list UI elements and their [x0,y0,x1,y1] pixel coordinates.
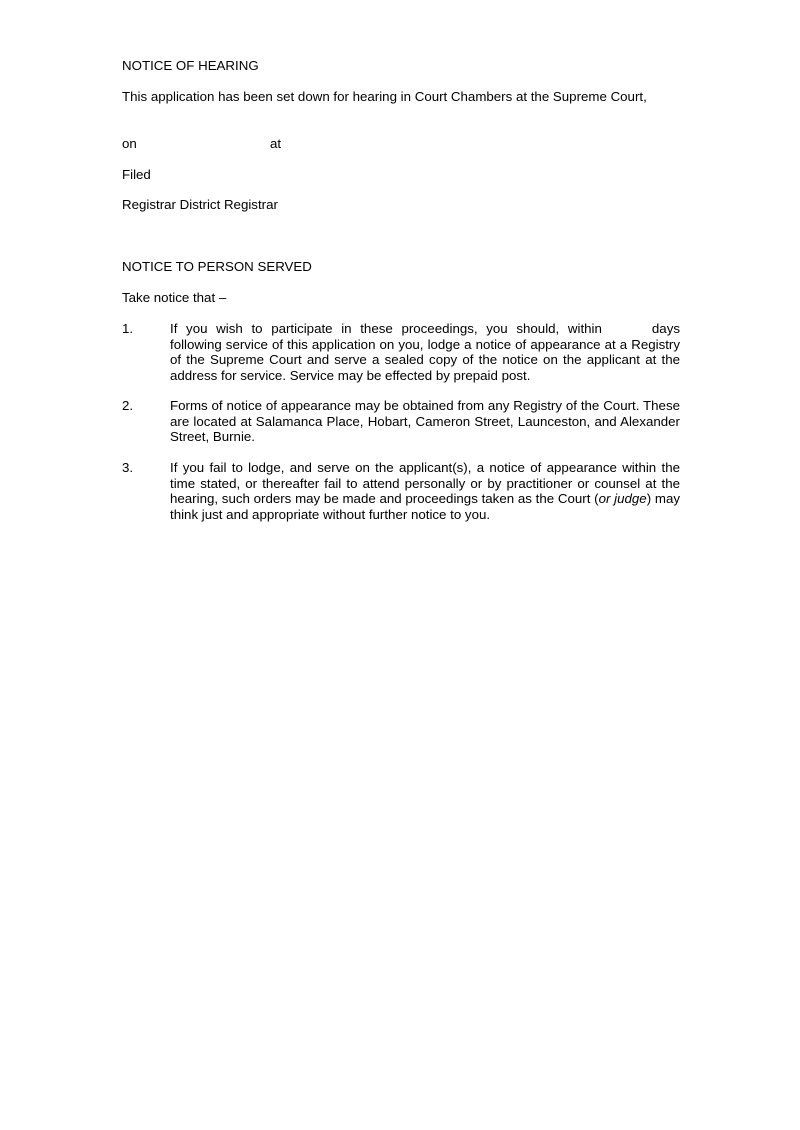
item-3-text [170,460,680,522]
on-label: on [122,136,137,151]
take-notice-text: Take notice that – [122,290,227,305]
item-3-text-start: If you fail to lodge, and serve on the applicant(s), a notice of appearance within the time stated, or thereafter fail to attend personally or by practitioner or counsel at the hearing, such orders may be made and proceedings taken as the Court ( [170,460,680,506]
hearing-date-line [122,136,282,152]
item-3-italic: or judge [598,491,647,506]
item-3-text-end: ) may think just and appropriate without further notice to you. [170,491,680,522]
item-2-text: Forms of notice of appearance may be obtained from any Registry of the Court. These are located at Salamanca Place, Hobart, Cameron Street, Launceston, and Alexander Street, Burnie. [170,398,680,444]
item-1-text-end: following service of this application on you, lodge a notice of appearance at a Registry of the Supreme Court and serve a sealed copy of the notice on the applicant at the address for service. Service may be effected by prepaid post. [170,336,680,383]
notice-to-person-served-heading: NOTICE TO PERSON SERVED [122,259,312,274]
item-1-number: 1. [122,321,134,336]
item-1-text [170,321,680,383]
registrar-label: Registrar District Registrar [122,197,278,212]
hearing-intro-text: This application has been set down for hearing in Court Chambers at the Supreme Court, [122,89,647,104]
item-1-text-start: If you wish to participate in these proceedings, you should, within [170,321,602,336]
item-2-number: 2. [122,398,134,413]
notice-of-hearing-heading: NOTICE OF HEARING [122,58,259,73]
item-3-number: 3. [122,460,134,475]
item-1-days-word: days [651,321,680,336]
filed-label: Filed [122,167,151,182]
at-label: at [270,136,282,151]
